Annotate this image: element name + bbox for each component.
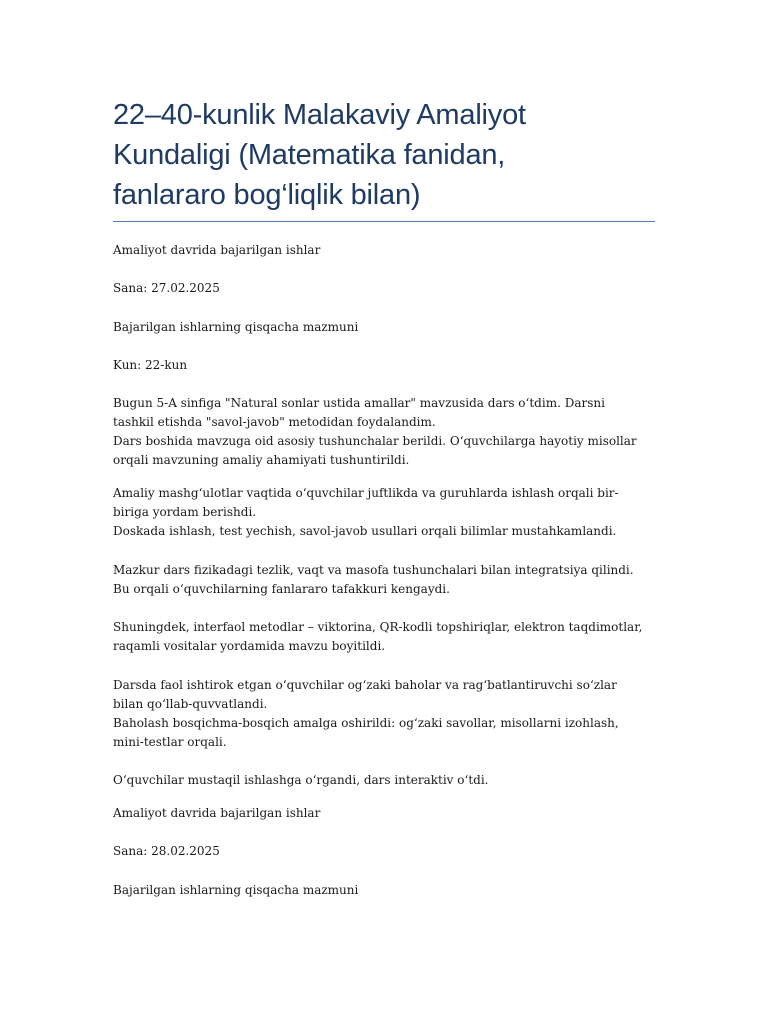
date-line: Sana: 27.02.2025: [113, 281, 220, 295]
summary-heading: Bajarilgan ishlarning qisqacha mazmuni: [113, 320, 359, 334]
summary-heading-2: Bajarilgan ishlarning qisqacha mazmuni: [113, 883, 359, 897]
paragraph-integration: Mazkur dars fizikadagi tezlik, vaqt va masofa tushunchalari bilan integratsiya qilindi. Bu orqali o‘quvchilarning fanlararo tafakkuri kengaydi.: [113, 563, 634, 596]
paragraph-practice: Amaliy mashg‘ulotlar vaqtida o‘quvchilar juftlikda va guruhlarda ishlash orqali bir-biriga yordam berishdi. Doskada ishlash, test yechish, savol-javob usullari orqali bilimlar mustahkamlandi.: [113, 486, 619, 538]
day-line: Kun: 22-kun: [113, 358, 188, 372]
paragraph-lesson: Bugun 5-A sinfiga "Natural sonlar ustida amallar" mavzusida dars o‘tdim. Darsni tashkil etishda "savol-javob" metodidan foydalandim. Dars boshida mavzuga oid asosiy tushunchalar berildi. O‘quvchilarga hayotiy misollar orqali mavzuning amaliy ahamiyati tushuntirildi.: [113, 396, 637, 467]
date-line-2: Sana: 28.02.2025: [113, 844, 220, 858]
page-title: 22–40-kunlik Malakaviy Amaliyot Kundaligi (Matematika fanidan, fanlararo bog‘liqlik bilan): [113, 99, 526, 211]
document-page: [113, 95, 655, 897]
paragraph-assessment: Darsda faol ishtirok etgan o‘quvchilar og‘zaki baholar va rag‘batlantiruvchi so‘zlar bilan qo‘llab-quvvatlandi. Baholash bosqichma-bosqich amalga oshirildi: og‘zaki savollar, misollarni izohlash, mini-testlar orqali.: [113, 678, 619, 749]
paragraph-conclusion: O‘quvchilar mustaqil ishlashga o‘rgandi, dars interaktiv o‘tdi.: [113, 773, 489, 787]
section-heading-2: Amaliyot davrida bajarilgan ishlar: [113, 806, 321, 820]
section-heading: Amaliyot davrida bajarilgan ishlar: [113, 243, 321, 257]
paragraph-methods: Shuningdek, interfaol metodlar – viktorina, QR-kodli topshiriqlar, elektron taqdimotlar, raqamli vositalar yordamida mavzu boyitildi.: [113, 620, 643, 653]
title-underline: [113, 221, 655, 222]
